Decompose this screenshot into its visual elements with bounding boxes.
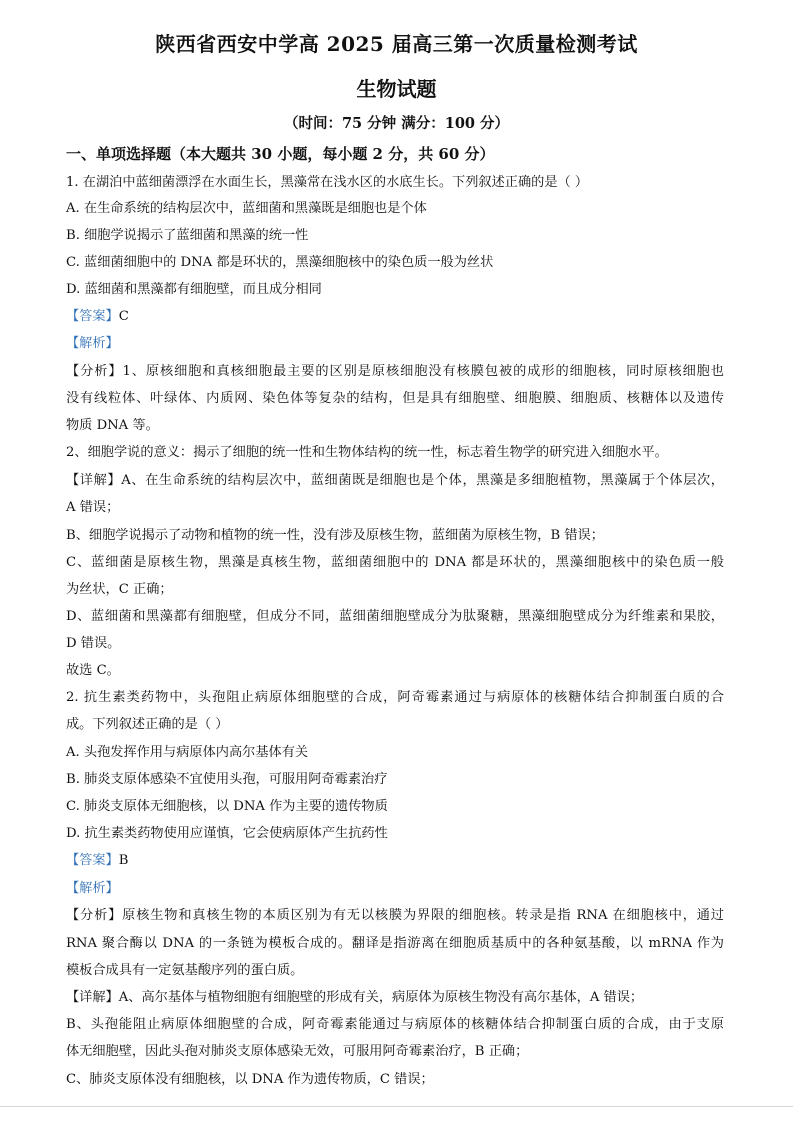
q2-analysis-line: 体无细胞壁，因此头孢对肺炎支原体感染无效，可服用阿奇霉素治疗，B 正确； (66, 1044, 529, 1059)
page-bottom-rule (0, 1106, 793, 1107)
exam-title: 陕西省西安中学高 2025 届高三第一次质量检测考试 (155, 32, 638, 56)
q2-option-b: B. 肺炎支原体感染不宜使用头孢，可服用阿奇霉素治疗 (66, 772, 388, 787)
q1-analysis-label: 【解析】 (66, 336, 119, 351)
q2-analysis-line: 模板合成具有一定氨基酸序列的蛋白质。 (66, 963, 304, 978)
q2-analysis-line: B、头孢能阻止病原体细胞壁的合成，阿奇霉素能通过与病原体的核糖体结合抑制蛋白质的合成，由于支原 (66, 1017, 724, 1032)
q1-answer (66, 308, 129, 326)
section-heading: 一、单项选择题（本大题共 30 小题，每小题 2 分，共 60 分） (66, 145, 495, 163)
subject-title: 生物试题 (356, 77, 437, 101)
q2-option-c: C. 肺炎支原体无细胞核，以 DNA 作为主要的遗传物质 (66, 799, 388, 814)
q2-option-d: D. 抗生素类药物使用应谨慎，它会使病原体产生抗药性 (66, 826, 388, 841)
q1-analysis-line: A 错误； (66, 500, 120, 515)
q1-analysis-line: 故选 C。 (66, 663, 120, 678)
q1-analysis-line: 物质 DNA 等。 (66, 418, 159, 433)
q1-option-b: B. 细胞学说揭示了蓝细菌和黑藻的统一性 (66, 228, 309, 243)
q1-stem: 1. 在湖泊中蓝细菌漂浮在水面生长，黑藻常在浅水区的水底生长。下列叙述正确的是（ ） (66, 175, 589, 190)
q2-analysis-line: 【分析】原核生物和真核生物的本质区别为有无以核膜为界限的细胞核。转录是指 RNA 在细胞核中，通过 (66, 908, 724, 923)
q2-stem: 成。下列叙述正确的是（ ） (66, 717, 229, 732)
q1-analysis-line: 【分析】1、原核细胞和真核细胞最主要的区别是原核细胞没有核膜包被的成形的细胞核，同时原核细胞也 (66, 364, 724, 379)
q1-analysis-line: 为丝状，C 正确； (66, 582, 173, 597)
q2-answer (66, 852, 128, 870)
q1-analysis-line: 没有线粒体、叶绿体、内质网、染色体等复杂的结构，但是具有细胞壁、细胞膜、细胞质、核糖体以及遗传 (66, 391, 724, 406)
q2-analysis-line: RNA 聚合酶以 DNA 的一条链为模板合成的。翻译是指游离在细胞质基质中的各种氨基酸，以 mRNA 作为 (66, 936, 724, 951)
q1-analysis-line: B、细胞学说揭示了动物和植物的统一性，没有涉及原核生物，蓝细菌为原核生物，B 错误； (66, 528, 604, 543)
exam-meta: （时间：75 分钟 满分：100 分） (283, 115, 510, 132)
q2-stem: 2. 抗生素类药物中，头孢阻止病原体细胞壁的合成，阿奇霉素通过与病原体的核糖体结合抑制蛋白质的合 (66, 690, 724, 705)
answer-label: 【答案】 (66, 309, 119, 324)
q1-analysis-line: 【详解】A、在生命系统的结构层次中，蓝细菌既是细胞也是个体，黑藻是多细胞植物，黑藻属于个体层次， (66, 473, 724, 488)
q1-option-a: A. 在生命系统的结构层次中，蓝细菌和黑藻既是细胞也是个体 (66, 201, 427, 216)
q1-option-d: D. 蓝细菌和黑藻都有细胞壁，而且成分相同 (66, 282, 322, 297)
q2-analysis-line: 【详解】A、高尔基体与植物细胞有细胞壁的形成有关，病原体为原核生物没有高尔基体，A 错误； (66, 990, 644, 1005)
q1-analysis-line: 2、细胞学说的意义：揭示了细胞的统一性和生物体结构的统一性，标志着生物学的研究进入细胞水平。 (66, 445, 668, 460)
answer-label: 【答案】 (66, 853, 119, 868)
q1-analysis-line: C、蓝细菌是原核生物，黑藻是真核生物，蓝细菌细胞中的 DNA 都是环状的，黑藻细胞核中的染色质一般 (66, 555, 724, 570)
q2-analysis-line: C、肺炎支原体没有细胞核，以 DNA 作为遗传物质，C 错误； (66, 1072, 434, 1087)
answer-value: C (118, 309, 129, 324)
q1-analysis-line: D 错误。 (66, 636, 121, 651)
q2-analysis-label: 【解析】 (66, 881, 119, 896)
q1-analysis-line: D、蓝细菌和黑藻都有细胞壁，但成分不同，蓝细菌细胞壁成分为肽聚糖，黑藻细胞壁成分为纤维素和果胶， (66, 609, 724, 624)
answer-value: B (118, 853, 129, 868)
q2-option-a: A. 头孢发挥作用与病原体内高尔基体有关 (66, 745, 309, 760)
q1-option-c: C. 蓝细菌细胞中的 DNA 都是环状的，黑藻细胞核中的染色质一般为丝状 (66, 255, 494, 270)
